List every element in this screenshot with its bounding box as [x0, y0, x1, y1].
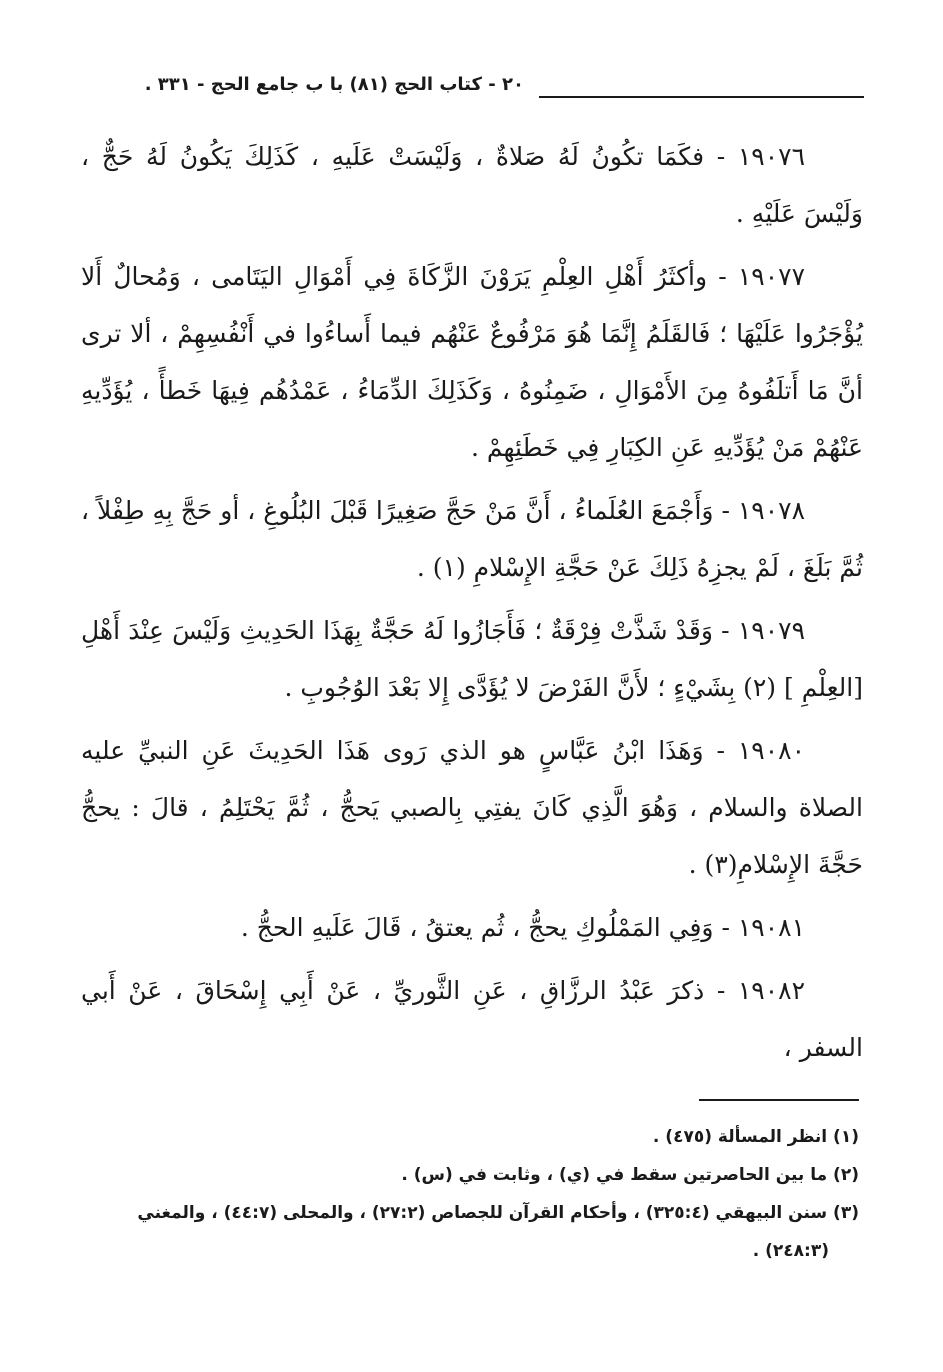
footnote-1: (١) انظر المسألة (٤٧٥) . [652, 1127, 859, 1147]
paragraph-19076: ١٩٠٧٦ - فكَمَا تكُونُ لَهُ صَلاةٌ ، وَلَيْسَتْ عَلَيهِ ، كَذَلِكَ يَكُونُ لَهُ حَجٌّ ، وَلَيْسَ عَلَيْهِ . [81, 142, 863, 228]
paragraph-19081: ١٩٠٨١ - وَفِي المَمْلُوكِ يحجُّ ، ثُم يعتقُ ، قَالَ عَلَيهِ الحجُّ . [240, 913, 805, 942]
running-header-title: ٢٠ - كتاب الحج (٨١) با ب جامع الحج - ٣٣١ . [144, 74, 524, 95]
paragraph-19079: ١٩٠٧٩ - وَقَدْ شَذَّتْ فِرْقَةٌ ؛ فَأَجَازُوا لَهُ حَجَّةٌ بِهَذَا الحَدِيثِ وَلَيْسَ عِنْدَ أَهْلِ [العِلْمِ ] (٢) بِشَيْءٍ ؛ لأَنَّ الفَرْضَ لا يُؤَدَّى إِلا بَعْدَ الوُجُوبِ . [81, 616, 863, 702]
paragraph-19082: ١٩٠٨٢ - ذكرَ عَبْدُ الرزَّاقِ ، عَنِ الثَّوريِّ ، عَنْ أَبِي إِسْحَاقَ ، عَنْ أَبي السفر ، [81, 976, 863, 1062]
footnotes [79, 1118, 859, 1270]
footnote-rule [699, 1099, 859, 1101]
header-rule [539, 96, 864, 98]
footnote-2: (٢) ما بين الحاصرتين سقط في (ي) ، وثابت في (س) . [401, 1165, 859, 1185]
footnote-3: (٣) سنن البيهقي (٣٢٥:٤) ، وأحكام القرآن للجصاص (٢٧:٢) ، والمحلى (٤٤:٧) ، والمغني [137, 1203, 859, 1223]
page-header [84, 70, 864, 106]
paragraph-19078: ١٩٠٧٨ - وَأَجْمَعَ العُلَماءُ ، أَنَّ مَنْ حَجَّ صَغِيرًا قَبْلَ البُلُوغِ ، أو حَجَّ بِهِ طِفْلاً ، ثُمَّ بَلَغَ ، لَمْ يجزِهُ ذَلِكَ عَنْ حَجَّةِ الإِسْلامِ (١) . [81, 496, 863, 582]
paragraph-19080: ١٩٠٨٠ - وَهَذَا ابْنُ عَبَّاسٍ هو الذي رَوى هَذَا الحَدِيثَ عَنِ النبيِّ عليه الصلاة والسلام ، وَهُوَ الَّذِي كَانَ يفتِي بِالصبي يَحجُّ ، ثُمَّ يَحْتَلِمُ ، قالَ : يحجُّ حَجَّةَ الإِسْلامِ(٣) . [81, 736, 863, 879]
main-text [81, 128, 863, 1082]
paragraph-19077: ١٩٠٧٧ - وأكثَرُ أَهْلِ العِلْمِ يَرَوْنَ الزَّكَاةَ فِي أَمْوَالِ اليَتَامى ، وَمُحالٌ أَلا يُؤْجَرُوا عَلَيْهَا ؛ فَالقَلَمُ إِنَّمَا هُوَ مَرْفُوعٌ عَنْهُم فيما أَساءُوا في أَنْفُسِهِمْ ، ألا ترى أنَّ مَا أَتلَفُوهُ مِنَ الأَمْوَالِ ، ضَمِنُوهُ ، وَكَذَلِكَ الدِّمَاءُ ، عَمْدُهُم فِيهَا خَطأً ، يُؤَدِّيهِ عَنْهُمْ مَنْ يُؤَدِّيهِ عَنِ الكِبَارِ فِي خَطَئِهِمْ . [81, 262, 863, 462]
footnote-3-continued: (٢٤٨:٣) . [752, 1241, 829, 1261]
